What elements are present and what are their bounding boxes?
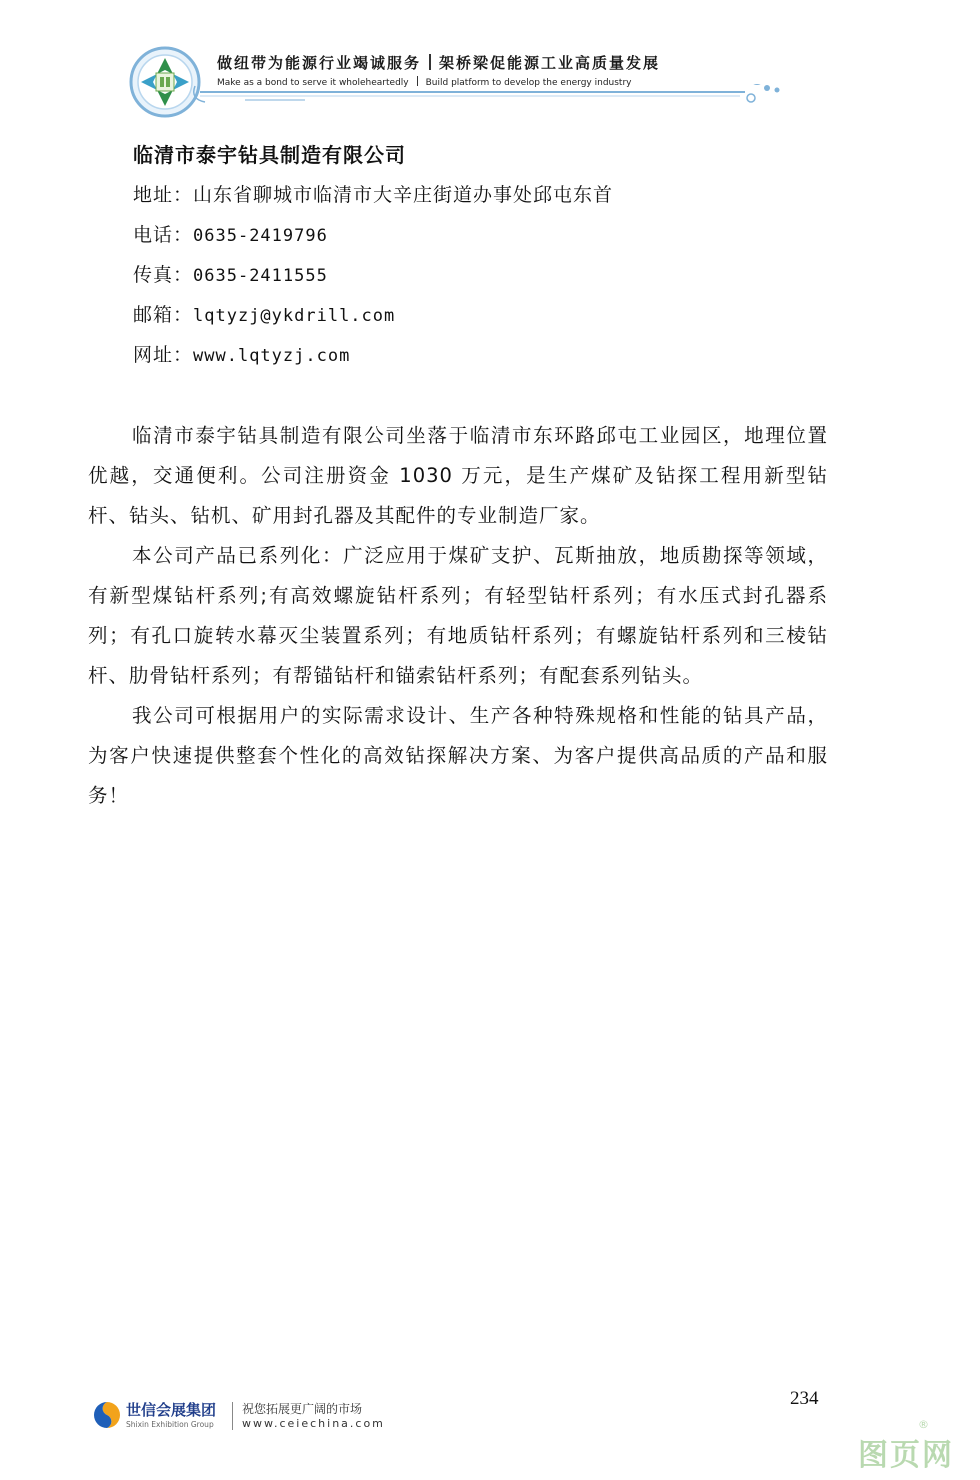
footer-slogan: 祝您拓展更广阔的市场	[242, 1402, 363, 1416]
slogan-en-left: Make as a bond to serve it wholeheartedly	[217, 78, 409, 88]
fax-label: 传真：	[133, 264, 194, 286]
email-row	[133, 300, 853, 340]
phone-value: 0635-2419796	[193, 226, 328, 246]
website-row	[133, 340, 853, 380]
website-link[interactable]: www.lqtyzj.com	[193, 346, 351, 366]
watermark-registered-mark: ®	[918, 1418, 929, 1431]
footer-org-name-en: Shixin Exhibition Group	[126, 1420, 214, 1429]
address-row	[133, 180, 853, 220]
address-value: 山东省聊城市临清市大辛庄街道办事处邱屯东首	[193, 184, 614, 206]
paragraph-intro: 临清市泰宇钻具制造有限公司坐落于临清市东环路邱屯工业园区，地理位置优越，交通便利。公司注册资金 1030 万元，是生产煤矿及钻探工程用新型钻杆、钻头、钻机、矿用封孔器及其配件的专业制造厂家。	[88, 424, 828, 527]
footer-url-link[interactable]: www.ceiechina.com	[242, 1417, 385, 1430]
header-decorative-lines	[185, 84, 785, 124]
slogan-en-right: Build platform to develop the energy industry	[425, 78, 632, 88]
phone-label: 电话：	[133, 224, 194, 246]
header-slogan-cn	[217, 52, 660, 73]
address-label: 地址：	[133, 184, 194, 206]
email-link[interactable]: lqtyzj@ykdrill.com	[193, 306, 396, 326]
footer-org-name: 世信会展集团	[126, 1401, 217, 1419]
email-label: 邮箱：	[133, 304, 194, 326]
phone-row	[133, 220, 853, 260]
company-name: 临清市泰宇钻具制造有限公司	[133, 143, 406, 167]
site-watermark: 图页网	[858, 1438, 954, 1473]
page-number: 234	[790, 1388, 819, 1409]
footer-divider	[232, 1402, 233, 1430]
company-contact-block	[133, 140, 853, 380]
website-label: 网址：	[133, 344, 194, 366]
slogan-divider	[429, 54, 431, 70]
slogan-cn-right: 架桥梁促能源工业高质量发展	[439, 54, 661, 72]
company-description	[88, 416, 828, 816]
paragraph-products: 本公司产品已系列化：广泛应用于煤矿支护、瓦斯抽放，地质勘探等领域，有新型煤钻杆系列;有高效螺旋钻杆系列；有轻型钻杆系列；有水压式封孔器系列；有孔口旋转水幕灭尘装置系列；有地质钻杆系列；有螺旋钻杆系列和三棱钻杆、肋骨钻杆系列；有帮锚钻杆和锚索钻杆系列；有配套系列钻头。	[88, 544, 828, 687]
fax-value: 0635-2411555	[193, 266, 328, 286]
paragraph-services: 我公司可根据用户的实际需求设计、生产各种特殊规格和性能的钻具产品，为客户快速提供整套个性化的高效钻探解决方案、为客户提供高品质的产品和服务！	[88, 704, 828, 807]
shixin-logo-icon	[92, 1400, 122, 1430]
page-header	[125, 40, 725, 120]
footer-organizer-logo	[92, 1396, 432, 1440]
slogan-cn-left: 做纽带为能源行业竭诚服务	[217, 54, 422, 72]
fax-row	[133, 260, 853, 300]
